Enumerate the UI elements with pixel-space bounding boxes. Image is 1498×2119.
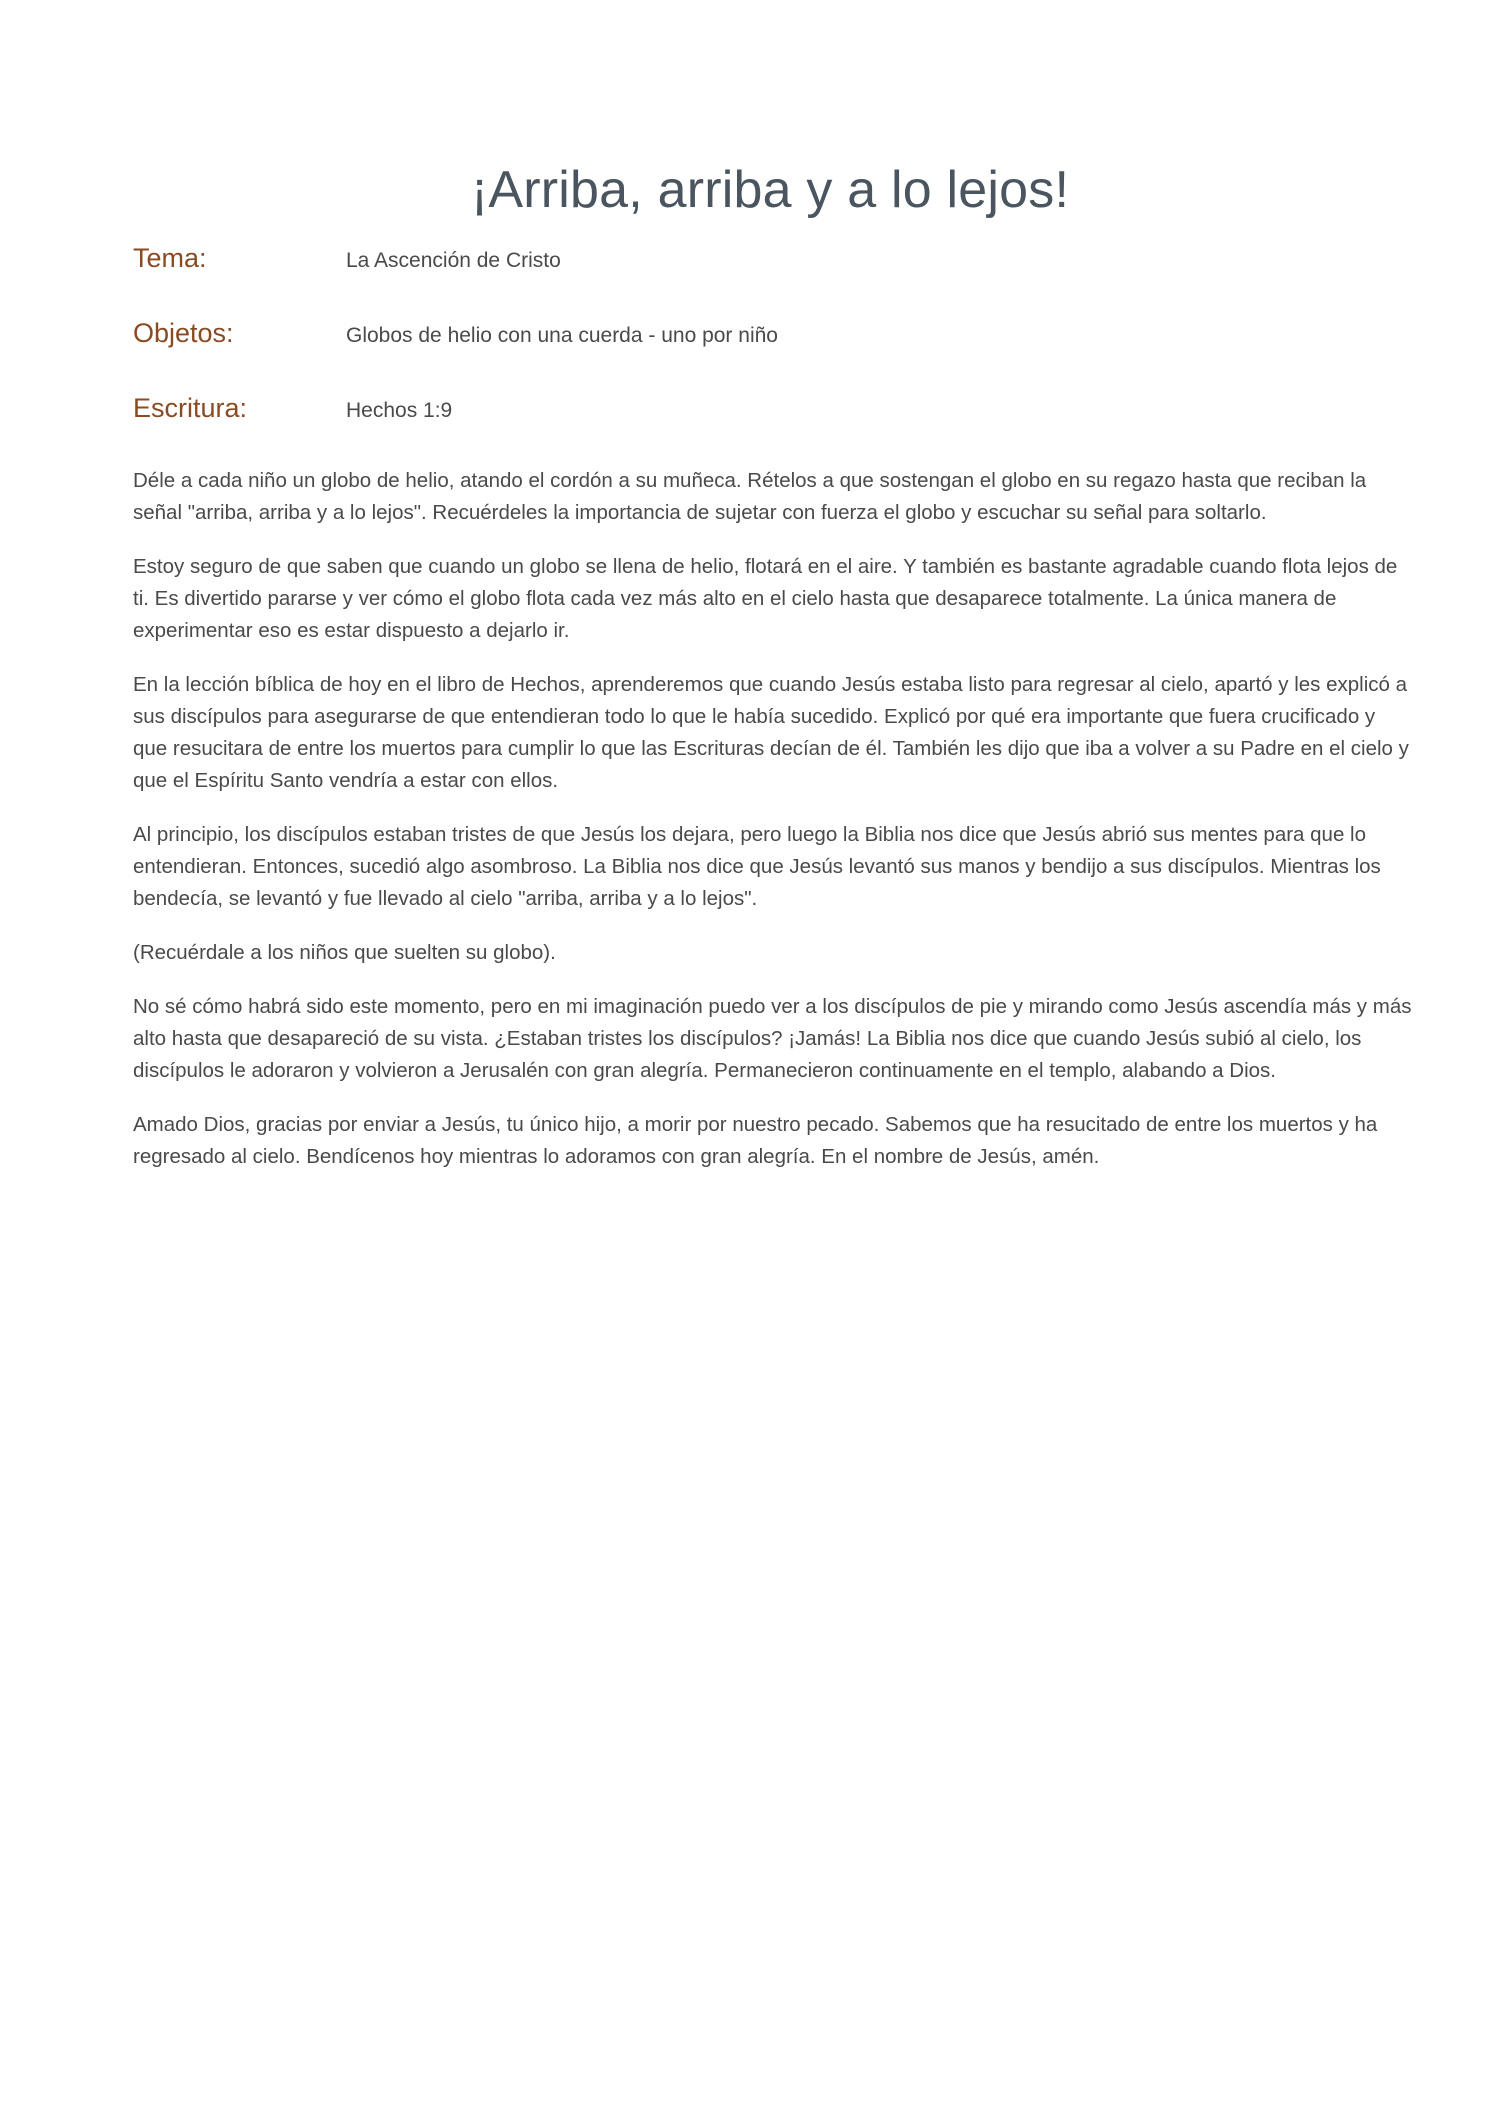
- paragraph: No sé cómo habrá sido este momento, pero en mi imaginación puedo ver a los discípulos de pie y mirando como Jesús ascendía más y más alto hasta que desapareció de su vista. ¿Estaban tristes los discípulos? ¡Jamás! La Biblia nos dice que cuando Jesús subió al cielo, los discípulos le adoraron y volvieron a Jerusalén con gran alegría. Permanecieron continuamente en el templo, alabando a Dios.: [133, 995, 1412, 1082]
- meta-value-escritura: Hechos 1:9: [346, 399, 453, 422]
- paragraph: (Recuérdale a los niños que suelten su globo).: [133, 941, 556, 964]
- paragraph: En la lección bíblica de hoy en el libro de Hechos, aprenderemos que cuando Jesús estaba listo para regresar al cielo, apartó y les explicó a sus discípulos para asegurarse de que entendieran todo lo que le había sucedido. Explicó por qué era importante que fuera crucificado y que resucitara de entre los muertos para cumplir lo que las Escrituras decían de él. También les dijo que iba a volver a su Padre en el cielo y que el Espíritu Santo vendría a estar con ellos.: [133, 673, 1409, 792]
- paragraph: Al principio, los discípulos estaban tristes de que Jesús los dejara, pero luego la Biblia nos dice que Jesús abrió sus mentes para que lo entendieran. Entonces, sucedió algo asombroso. La Biblia nos dice que Jesús levantó sus manos y bendijo a sus discípulos. Mientras los bendecía, se levantó y fue llevado al cielo "arriba, arriba y a lo lejos".: [133, 823, 1381, 910]
- page-title: ¡Arriba, arriba y a lo lejos!: [470, 161, 1070, 219]
- paragraph: Déle a cada niño un globo de helio, atando el cordón a su muñeca. Rételos a que sostengan el globo en su regazo hasta que reciban la señal "arriba, arriba y a lo lejos". Recuérdeles la importancia de sujetar con fuerza el globo y escuchar su señal para soltarlo.: [133, 469, 1367, 524]
- meta-value-tema: La Ascención de Cristo: [346, 249, 561, 272]
- paragraph: Estoy seguro de que saben que cuando un globo se llena de helio, flotará en el aire. Y también es bastante agradable cuando flota lejos de ti. Es divertido pararse y ver cómo el globo flota cada vez más alto en el cielo hasta que desaparece totalmente. La única manera de experimentar eso es estar dispuesto a dejarlo ir.: [133, 555, 1398, 642]
- meta-label-objetos: Objetos:: [133, 318, 234, 348]
- meta-row-objetos: [133, 311, 1393, 386]
- lesson-body: [133, 465, 1413, 1195]
- paragraph: Amado Dios, gracias por enviar a Jesús, tu único hijo, a morir por nuestro pecado. Sabemos que ha resucitado de entre los muertos y ha regresado al cielo. Bendícenos hoy mientras lo adoramos con gran alegría. En el nombre de Jesús, amén.: [133, 1113, 1378, 1168]
- meta-row-tema: [133, 236, 1393, 311]
- meta-label-escritura: Escritura:: [133, 393, 248, 423]
- meta-label-tema: Tema:: [133, 243, 207, 273]
- lesson-metadata: [133, 236, 1393, 461]
- meta-value-objetos: Globos de helio con una cuerda - uno por niño: [346, 324, 778, 347]
- meta-row-escritura: [133, 386, 1393, 461]
